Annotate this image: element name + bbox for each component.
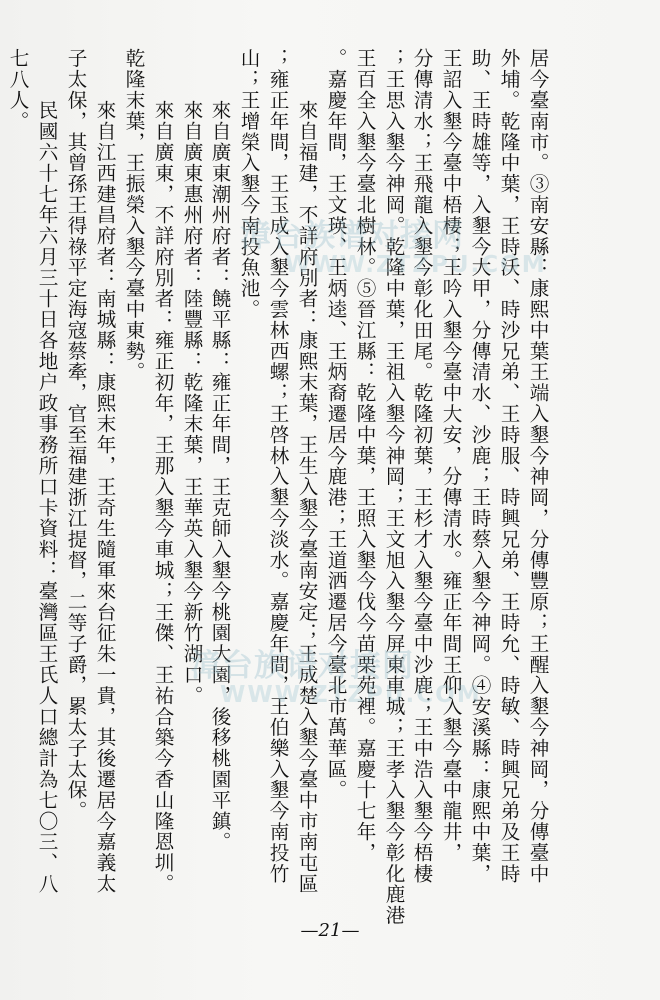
text-column-15: 乾隆末葉，王振榮入墾今臺中東勢。 [122, 48, 145, 383]
text-column-9: 來自福建，不詳府別者：康熙末葉，王生入墾今臺南安定；王成楚入墾今臺中市南屯區 [295, 100, 318, 895]
text-column-16: 來自江西建昌府者：南城縣：康熙末年，王奇生隨軍來台征朱一貴，其後遷居今嘉義太 [93, 100, 116, 895]
page-number: —21— [300, 920, 360, 941]
text-column-5: 分傳清水；王飛龍入墾今彰化田尾。乾隆初葉，王杉才入墾今臺中沙鹿；王中浩入墾今梧棲 [410, 48, 433, 884]
text-column-10: ；雍正年間，王玉成入墾今雲林西螺；王啓林入墾今淡水。嘉慶年間，王伯樂入墾今南投竹 [266, 48, 289, 884]
text-column-3: 助、王時雄等，入墾今大甲，分傳清水、沙鹿；王時蔡入墾今神岡。④安溪縣：康熙中葉， [468, 48, 491, 884]
text-column-4: 王詔入墾今臺中梧棲；王吟入墾今臺中大安，分傳清水。雍正年間王仰入墾今臺中龍井， [439, 48, 462, 864]
text-column-1: 居今臺南市。③南安縣：康熙中葉王端入墾今神岡，分傳豐原；王醒入墾今神岡，分傳臺中 [526, 48, 549, 884]
text-column-6: ；王思入墾今神岡。乾隆中葉，王祖入墾今神岡；王文旭入墾今屏東車城；王孝入墾今彰化鹿港 [382, 48, 405, 926]
watermark-title: 漳台族谱对接网 [190, 648, 414, 684]
watermark-url: WWW.ZTZPU.COM [285, 252, 547, 278]
text-column-8: 。嘉慶年間，王文瑛、王炳逵、王炳裔遷居今鹿港；王道洒遷居今臺北市萬華區。 [324, 48, 347, 801]
text-column-11: 山；王增榮入墾今南投魚池。 [237, 48, 260, 320]
text-column-2: 外埔。乾隆中葉，王時沃、時沙兄弟、王時服、時興兄弟、王時允、時敏、時興兄弟及王時 [497, 48, 520, 884]
text-column-14: 來自廣東，不詳府別者：雍正初年，王那入墾今車城；王傑、王祐合築今香山隆恩圳。 [151, 100, 174, 895]
text-column-17: 子太保，其曾孫王得祿平定海寇蔡牽，官至福建浙江提督，二等子爵，累太子太保。 [64, 48, 87, 822]
watermark-url: WWW.ZTZPU.COM [220, 682, 482, 708]
text-column-7: 王百全入墾今臺北樹林。⑤晉江縣：乾隆中葉，王照入墾今伐今苗栗苑裡。嘉慶十七年， [353, 48, 376, 864]
text-column-12: 來自廣東潮州府者：饒平縣：雍正年間，王克師入墾今桃園大園，後移桃園平鎮。 [208, 100, 231, 853]
text-column-18: 民國六十七年六月三十日各地户政事務所口卡資料：臺灣區王氏人口總計為七〇三、八 [35, 100, 58, 895]
watermark-title: 漳台族谱对接网 [240, 218, 464, 254]
text-column-19: 七八人。 [6, 48, 29, 132]
text-column-13: 來自廣東惠州府者：陸豐縣：乾隆末葉，王華英入墾今新竹湖口。 [180, 100, 203, 707]
